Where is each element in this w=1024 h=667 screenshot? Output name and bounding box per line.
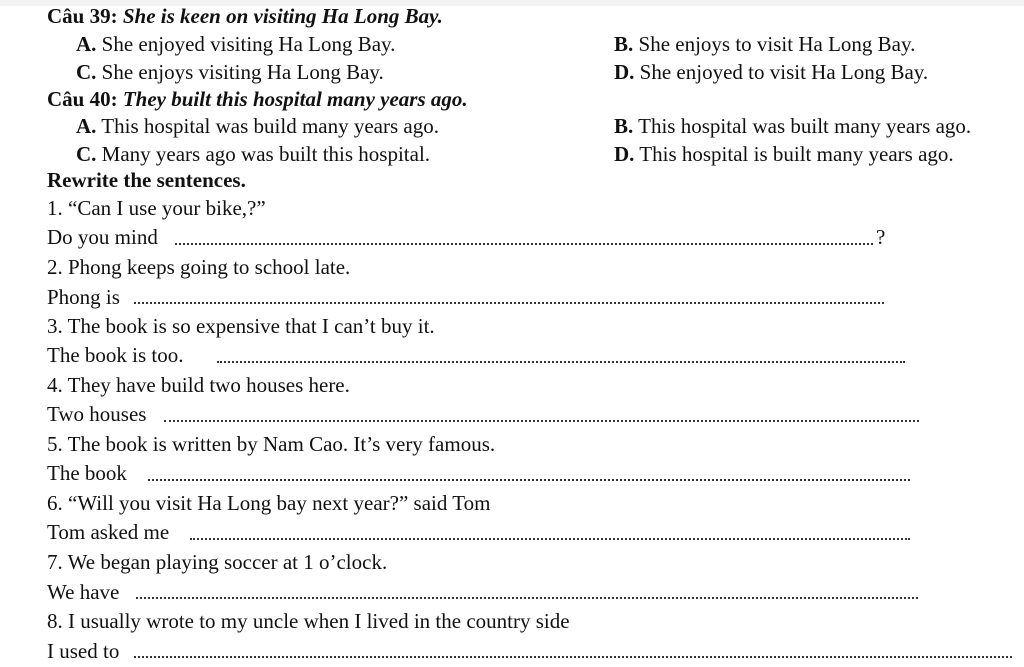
rewrite-item-2-sentence: 2. Phong keeps going to school late. [47,255,351,279]
question-40-option-a: A. This hospital was build many years ago. [76,114,439,138]
rewrite-item-7-sentence: 7. We began playing soccer at 1 o’clock. [47,550,388,574]
question-39-option-b: B. She enjoys to visit Ha Long Bay. [614,32,916,56]
rewrite-item-3-start: The book is too. [47,343,184,367]
rewrite-item-8-answer-line[interactable] [134,656,1012,658]
rewrite-item-4-start: Two houses [47,402,147,426]
rewrite-item-8-start: I used to [47,639,120,663]
rewrite-item-6-start: Tom asked me [47,520,170,544]
question-39-option-d: D. She enjoyed to visit Ha Long Bay. [614,60,929,84]
question-39-option-a: A. She enjoyed visiting Ha Long Bay. [76,32,396,56]
question-39-stem: She is keen on visiting Ha Long Bay. [122,4,443,28]
rewrite-item-3-sentence: 3. The book is so expensive that I can’t buy it. [47,314,435,338]
rewrite-item-1-end: ? [876,225,886,249]
question-40-option-c: C. Many years ago was built this hospital. [76,142,431,166]
rewrite-item-5-sentence: 5. The book is written by Nam Cao. It’s very famous. [47,432,496,456]
question-40-option-d: D. This hospital is built many years ago. [614,142,954,166]
question-39-heading [47,4,443,29]
rewrite-item-1-start: Do you mind [47,225,158,249]
question-40-heading [47,87,468,112]
rewrite-item-6-sentence: 6. “Will you visit Ha Long bay next year?” said Tom [47,491,491,515]
rewrite-item-1-sentence: 1. “Can I use your bike,?” [47,196,266,220]
rewrite-item-4-sentence: 4. They have build two houses here. [47,373,350,397]
rewrite-item-6-answer-line[interactable] [190,538,910,540]
question-40-stem: They built this hospital many years ago. [122,87,468,111]
question-39-number: Câu 39: [47,4,118,28]
rewrite-item-7-start: We have [47,580,120,604]
rewrite-item-3-answer-line[interactable] [217,361,905,363]
rewrite-item-7-answer-line[interactable] [136,597,918,599]
rewrite-item-4-answer-line[interactable] [164,420,919,422]
rewrite-item-5-start: The book [47,461,127,485]
rewrite-item-2-start: Phong is [47,285,120,309]
question-39-option-c: C. She enjoys visiting Ha Long Bay. [76,60,384,84]
rewrite-item-8-sentence: 8. I usually wrote to my uncle when I lived in the country side [47,609,570,633]
rewrite-item-2-answer-line[interactable] [134,302,884,304]
question-40-number: Câu 40: [47,87,118,111]
rewrite-item-1-answer-line[interactable] [175,243,873,245]
rewrite-section-title: Rewrite the sentences. [47,168,246,192]
question-40-option-b: B. This hospital was built many years ago. [614,114,972,138]
rewrite-item-5-answer-line[interactable] [148,479,910,481]
